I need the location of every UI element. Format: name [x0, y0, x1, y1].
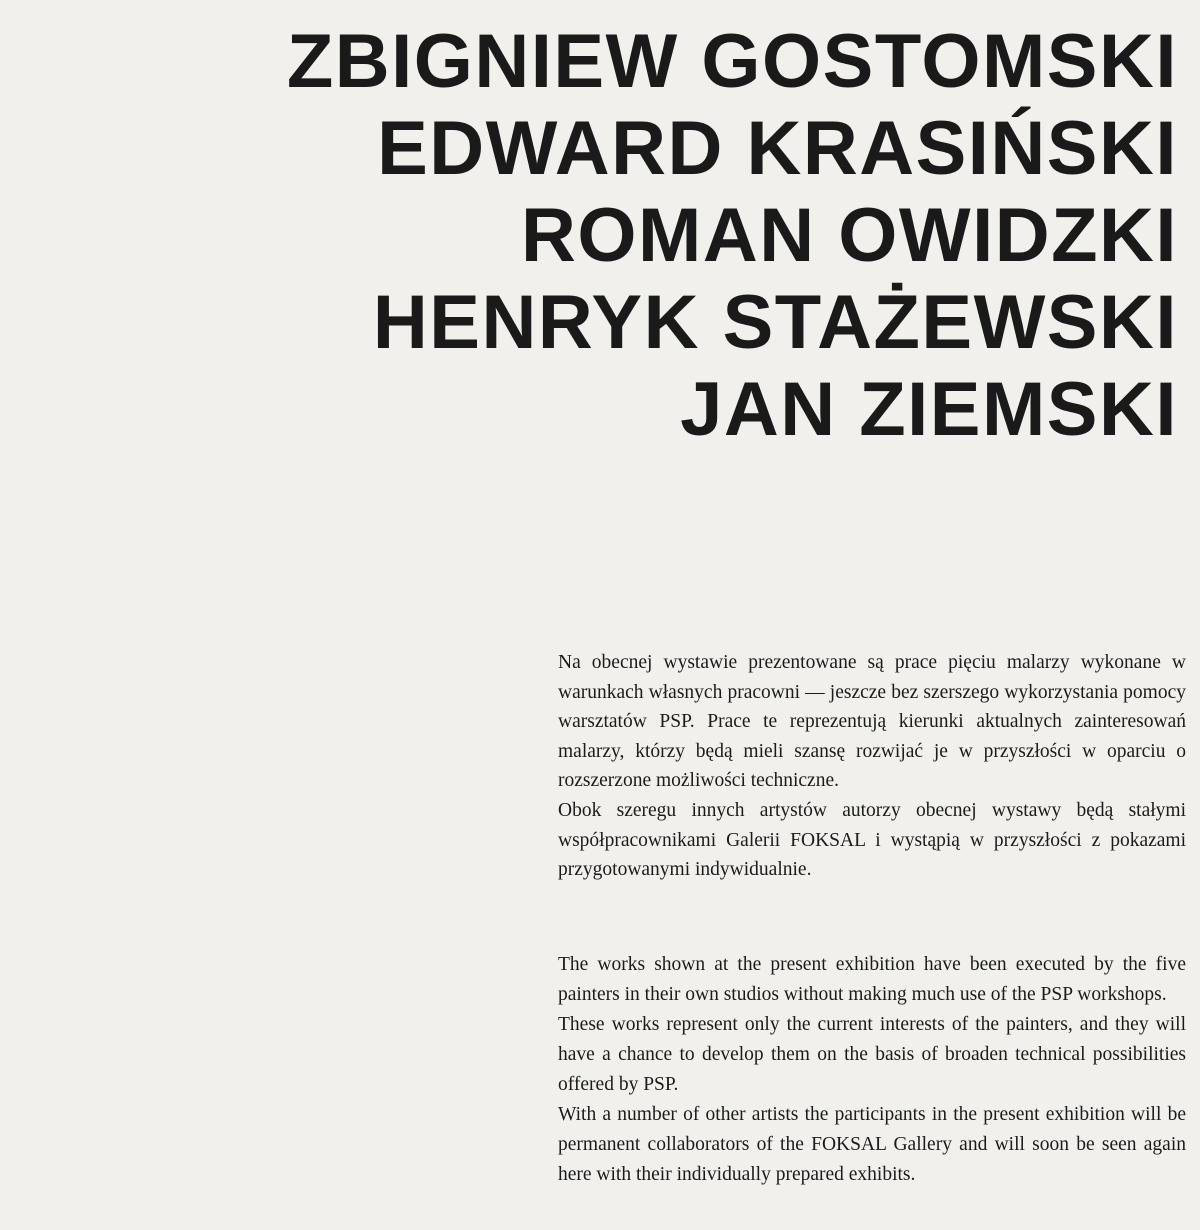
- artist-name-line: EDWARD KRASIŃSKI: [377, 106, 1178, 191]
- artist-name-line: ZBIGNIEW GOSTOMSKI: [286, 19, 1178, 104]
- english-paragraph: With a number of other artists the participants in the present exhibition will be permanent collaborators of the FOKSAL Gallery and will soon be seen again here with their individually prepared exhibits.: [558, 1104, 1186, 1185]
- polish-paragraph: Na obecnej wystawie prezentowane są prace pięciu malarzy wykonane w warunkach własnych pracowni — jeszcze bez szerszego wykorzystania pomocy warsztatów PSP. Prace te reprezentują kierunki aktualnych zainteresowań malarzy, którzy będą mieli szansę rozwijać je w przyszłości w oparciu o rozszerzone możliwości techniczne.: [558, 652, 1186, 792]
- artist-names-heading: [0, 18, 1178, 453]
- english-text-block: [558, 950, 1186, 1190]
- polish-text-block: [558, 648, 1186, 885]
- artist-name-line: JAN ZIEMSKI: [680, 367, 1178, 452]
- artist-name-line: HENRYK STAŻEWSKI: [372, 280, 1178, 365]
- english-paragraph: The works shown at the present exhibition have been executed by the five painters in their own studios without making much use of the PSP workshops.: [558, 954, 1186, 1005]
- artist-name-line: ROMAN OWIDZKI: [521, 193, 1178, 278]
- english-paragraph: These works represent only the current interests of the painters, and they will have a chance to develop them on the basis of broaden technical possibilities offered by PSP.: [558, 1014, 1186, 1095]
- polish-paragraph: Obok szeregu innych artystów autorzy obecnej wystawy będą stałymi współpracownikami Galerii FOKSAL i wystąpią w przyszłości z pokazami przygotowanymi indywidualnie.: [558, 799, 1186, 881]
